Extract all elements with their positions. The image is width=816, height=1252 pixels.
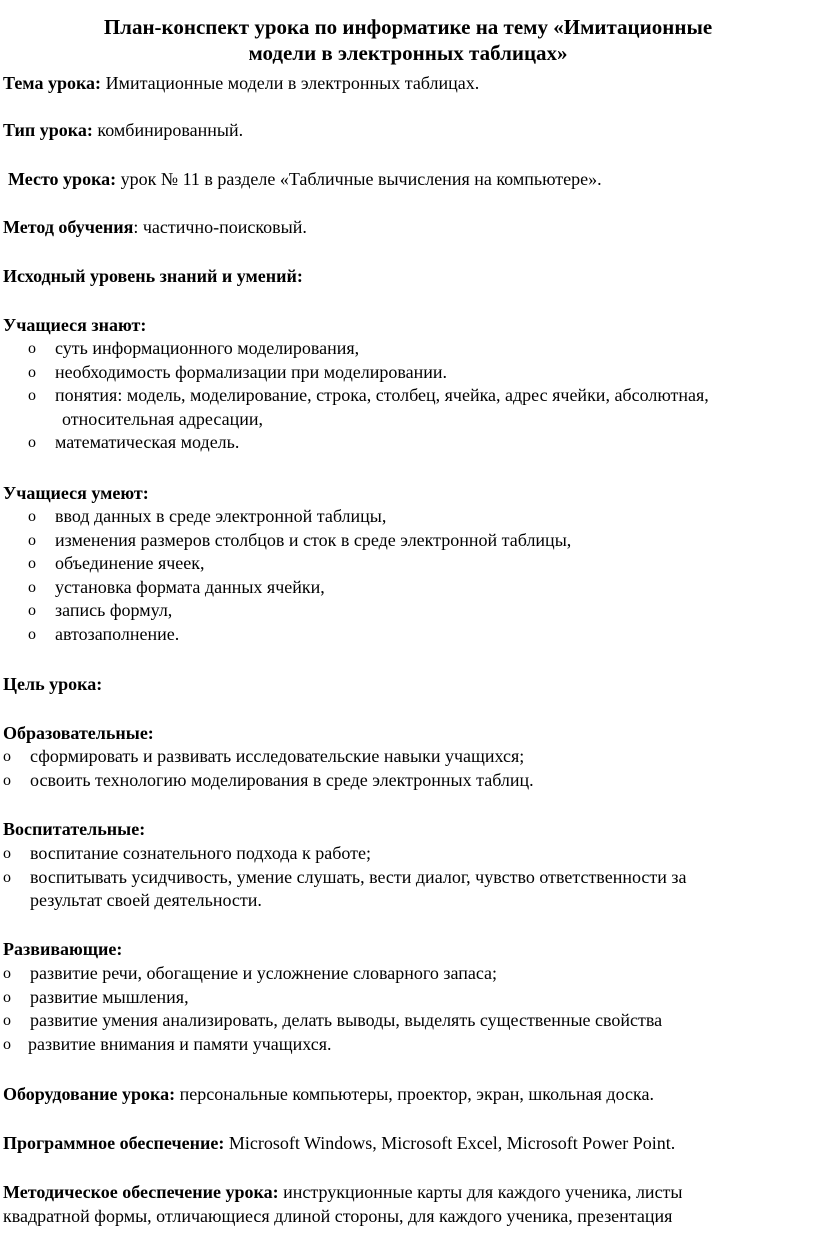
document-title bbox=[0, 14, 816, 66]
developing-heading: Развивающие: bbox=[3, 939, 123, 959]
software-value: Microsoft Windows, Microsoft Excel, Microsoft Power Point. bbox=[224, 1133, 676, 1153]
topic-label: Тема урока: bbox=[3, 73, 102, 93]
know-heading: Учащиеся знают: bbox=[3, 315, 147, 335]
software-label: Программное обеспечение: bbox=[3, 1133, 225, 1153]
methodical-line-2: квадратной формы, отличающиеся длиной стороны, для каждого ученика, презентация bbox=[3, 1206, 673, 1226]
method-label: Метод обучения bbox=[3, 217, 134, 237]
method-value: : частично-поисковый. bbox=[133, 217, 307, 237]
place-label: Место урока: bbox=[8, 169, 117, 189]
topic-line bbox=[3, 72, 479, 95]
goal-heading: Цель урока: bbox=[3, 674, 103, 694]
type-label: Тип урока: bbox=[3, 120, 93, 140]
equipment-line bbox=[3, 1083, 654, 1106]
title-line-1: План-конспект урока по информатике на тему «Имитационные bbox=[103, 15, 713, 39]
title-line-2: модели в электронных таблицах» bbox=[248, 41, 568, 65]
initial-level-heading: Исходный уровень знаний и умений: bbox=[3, 266, 303, 286]
methodical-line bbox=[3, 1181, 683, 1204]
type-line bbox=[3, 119, 243, 142]
place-value: урок № 11 в разделе «Табличные вычисления на компьютере». bbox=[116, 169, 602, 189]
type-value: комбинированный. bbox=[92, 120, 244, 140]
can-heading: Учащиеся умеют: bbox=[3, 483, 149, 503]
equipment-label: Оборудование урока: bbox=[3, 1084, 176, 1104]
methodical-label: Методическое обеспечение урока: bbox=[3, 1182, 279, 1202]
methodical-value: инструкционные карты для каждого ученика, листы bbox=[278, 1182, 683, 1202]
software-line bbox=[3, 1132, 675, 1155]
method-line bbox=[3, 216, 307, 239]
upbringing-heading: Воспитательные: bbox=[3, 819, 146, 839]
equipment-value: персональные компьютеры, проектор, экран, школьная доска. bbox=[175, 1084, 654, 1104]
place-line bbox=[8, 168, 602, 191]
educational-heading: Образовательные: bbox=[3, 723, 154, 743]
topic-value: Имитационные модели в электронных таблицах. bbox=[101, 73, 480, 93]
